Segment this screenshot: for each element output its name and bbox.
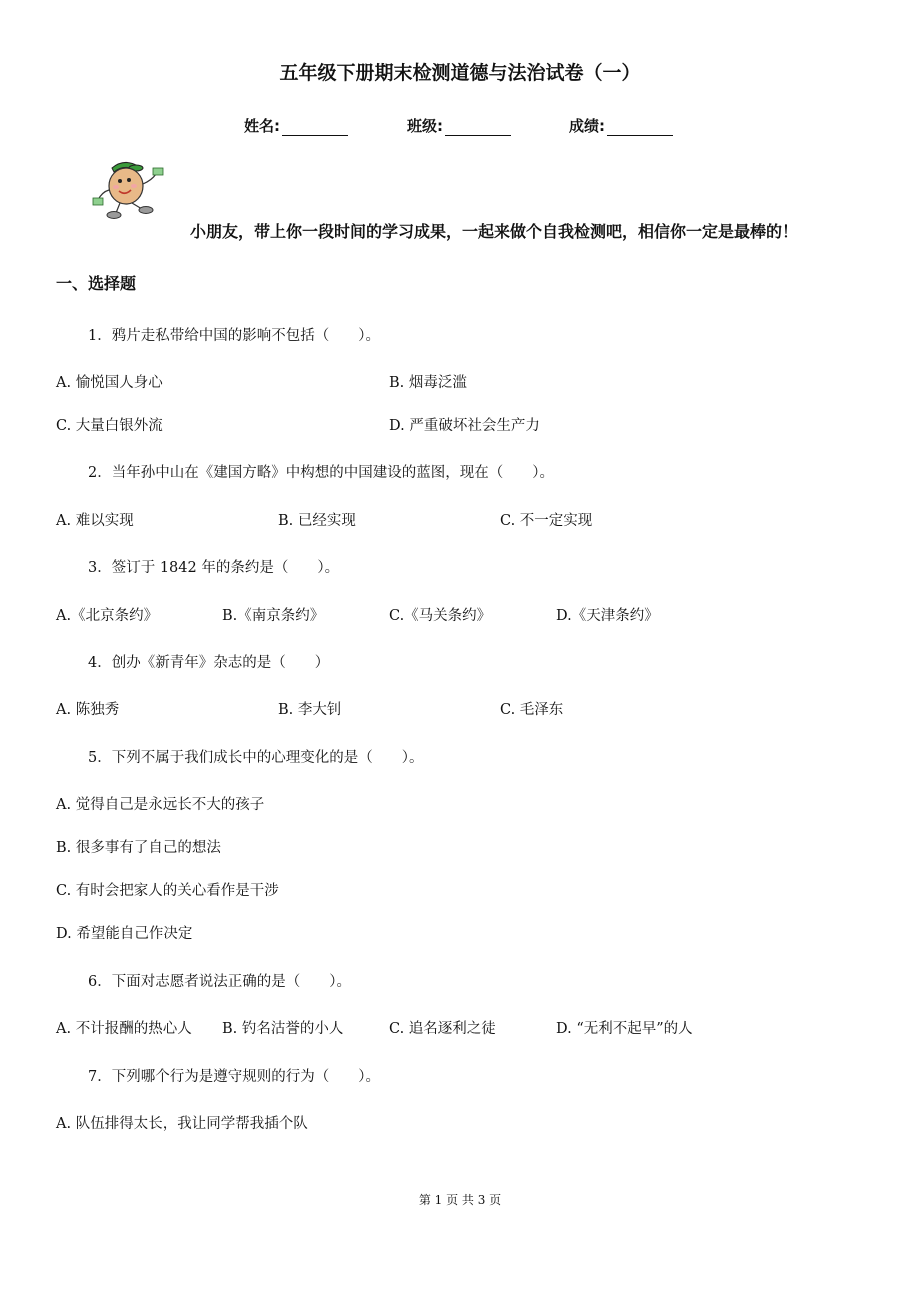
question-1: 1．鸦片走私带给中国的影响不包括（ ）。 bbox=[88, 328, 380, 344]
question-5-option-c: C. 有时会把家人的关心看作是干涉 bbox=[56, 883, 279, 899]
question-2-option-a: A. 难以实现 bbox=[56, 513, 134, 529]
class-field bbox=[407, 115, 511, 136]
page-title: 五年级下册期末检测道德与法治试卷（一） bbox=[279, 62, 641, 84]
question-1-option-a: A. 愉悦国人身心 bbox=[56, 375, 163, 391]
question-2-option-b: B. 已经实现 bbox=[278, 513, 356, 529]
question-4-option-a: A. 陈独秀 bbox=[56, 702, 120, 718]
score-blank bbox=[607, 119, 673, 136]
name-blank bbox=[282, 119, 348, 136]
question-3: 3．签订于 1842 年的条约是（ ）。 bbox=[88, 560, 340, 576]
question-6-option-d: D. “无利不起早”的人 bbox=[556, 1021, 693, 1037]
score-label: 成绩: bbox=[569, 117, 605, 135]
question-5-option-b: B. 很多事有了自己的想法 bbox=[56, 840, 221, 856]
name-field bbox=[244, 115, 348, 136]
class-label: 班级: bbox=[407, 117, 443, 135]
question-6: 6．下面对志愿者说法正确的是（ ）。 bbox=[88, 974, 351, 990]
name-label: 姓名: bbox=[244, 117, 280, 135]
question-7-option-a: A. 队伍排得太长，我让同学帮我插个队 bbox=[56, 1116, 308, 1132]
question-3-option-c: C.《马关条约》 bbox=[389, 608, 492, 624]
question-3-option-a: A.《北京条约》 bbox=[56, 608, 159, 624]
question-2: 2．当年孙中山在《建国方略》中构想的中国建设的蓝图，现在（ ）。 bbox=[88, 465, 554, 481]
class-blank bbox=[445, 119, 511, 136]
question-3-option-d: D.《天津条约》 bbox=[556, 608, 659, 624]
page-footer: 第 1 页 共 3 页 bbox=[418, 1193, 502, 1207]
question-6-option-a: A. 不计报酬的热心人 bbox=[56, 1021, 192, 1037]
question-1-option-b: B. 烟毒泛滥 bbox=[389, 375, 467, 391]
question-3-option-b: B.《南京条约》 bbox=[222, 608, 325, 624]
question-6-option-c: C. 追名逐利之徒 bbox=[389, 1021, 496, 1037]
question-5-option-d: D. 希望能自己作决定 bbox=[56, 926, 193, 942]
question-4-option-b: B. 李大钊 bbox=[278, 702, 342, 718]
question-7: 7．下列哪个行为是遵守规则的行为（ ）。 bbox=[88, 1069, 380, 1085]
mascot-illustration bbox=[92, 156, 168, 220]
question-4: 4．创办《新青年》杂志的是（ ） bbox=[88, 655, 330, 671]
question-1-option-d: D. 严重破坏社会生产力 bbox=[389, 418, 540, 434]
score-field bbox=[569, 115, 673, 136]
question-5: 5．下列不属于我们成长中的心理变化的是（ ）。 bbox=[88, 750, 424, 766]
section-title: 一、选择题 bbox=[56, 274, 137, 293]
question-5-option-a: A. 觉得自己是永远长不大的孩子 bbox=[56, 797, 265, 813]
question-2-option-c: C. 不一定实现 bbox=[500, 513, 593, 529]
question-1-option-c: C. 大量白银外流 bbox=[56, 418, 163, 434]
question-4-option-c: C. 毛泽东 bbox=[500, 702, 564, 718]
question-6-option-b: B. 钓名沽誉的小人 bbox=[222, 1021, 344, 1037]
greeting-text: 小朋友，带上你一段时间的学习成果，一起来做个自我检测吧，相信你一定是最棒的！ bbox=[190, 222, 799, 241]
